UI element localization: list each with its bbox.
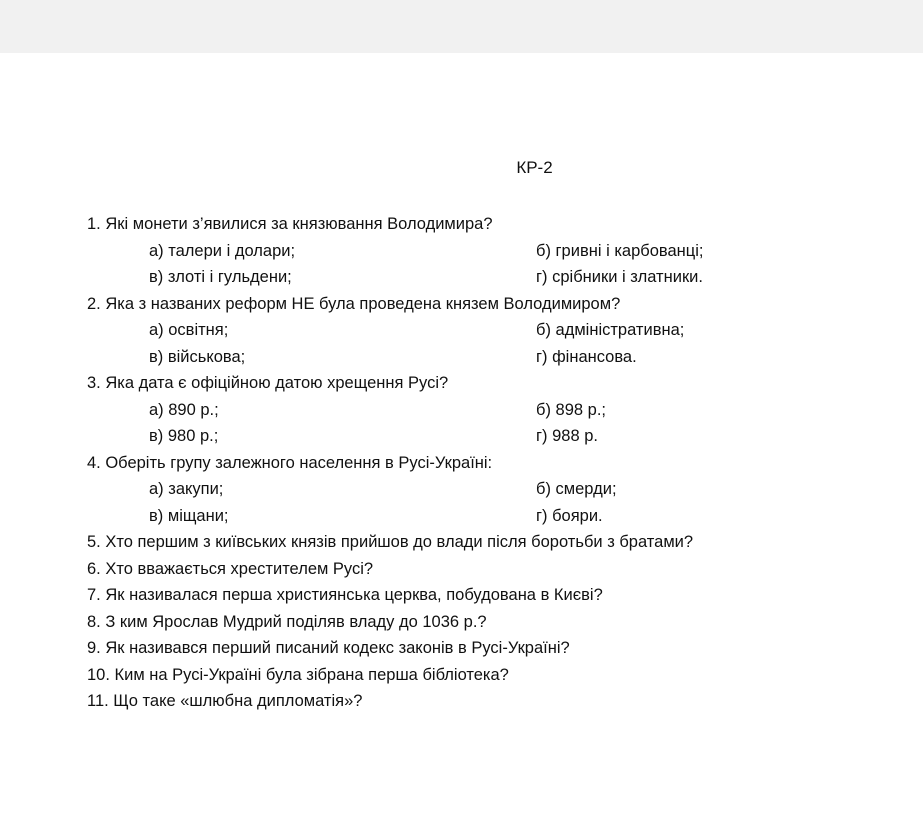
option-g: г) 988 р. xyxy=(536,427,598,445)
option-row xyxy=(87,397,887,424)
question-5: 5. Хто першим з київських князів прийшов до влади після боротьби з братами? xyxy=(87,533,694,551)
option-row xyxy=(87,344,887,371)
option-v: в) військова; xyxy=(149,347,246,366)
option-a: а) талери і долари; xyxy=(149,241,296,260)
option-row xyxy=(87,423,887,450)
option-b: б) смерди; xyxy=(536,480,617,498)
question-11: 11. Що таке «шлюбна дипломатія»? xyxy=(87,692,363,710)
option-row xyxy=(87,503,887,530)
option-g: г) фінансова. xyxy=(536,347,637,366)
question-list xyxy=(87,211,887,715)
option-b: б) адміністративна; xyxy=(536,321,685,339)
question-1: 1. Які монети з’явилися за князювання Володимира? xyxy=(87,215,493,233)
question-9: 9. Як називався перший писаний кодекс законів в Русі-Україні? xyxy=(87,639,570,657)
question-8: 8. З ким Ярослав Мудрий поділяв владу до 1036 р.? xyxy=(87,612,487,631)
option-b: б) гривні і карбованці; xyxy=(536,241,704,260)
option-b: б) 898 р.; xyxy=(536,400,606,419)
option-a: а) 890 р.; xyxy=(149,400,219,419)
option-a: а) освітня; xyxy=(149,321,229,339)
document-page xyxy=(0,53,923,823)
option-g: г) бояри. xyxy=(536,506,603,525)
option-row xyxy=(87,264,887,291)
document-title: КР-2 xyxy=(516,158,553,177)
question-10: 10. Ким на Русі-Україні була зібрана перша бібліотека? xyxy=(87,665,509,684)
option-row xyxy=(87,238,887,265)
question-4: 4. Оберіть групу залежного населення в Русі-Україні: xyxy=(87,453,493,472)
option-a: а) закупи; xyxy=(149,480,224,498)
question-3: 3. Яка дата є офіційною датою хрещення Русі? xyxy=(87,374,449,392)
question-6: 6. Хто вважається хрестителем Русі? xyxy=(87,559,374,578)
option-row xyxy=(87,476,887,503)
question-7: 7. Як називалася перша християнська церква, побудована в Києві? xyxy=(87,586,603,604)
option-g: г) срібники і златники. xyxy=(536,268,703,286)
option-v: в) міщани; xyxy=(149,506,229,525)
option-row xyxy=(87,317,887,344)
option-v: в) 980 р.; xyxy=(149,427,219,445)
question-2: 2. Яка з названих реформ НЕ була проведена князем Володимиром? xyxy=(87,294,621,313)
top-toolbar-area xyxy=(0,0,923,53)
option-v: в) злоті і гульдени; xyxy=(149,268,292,286)
